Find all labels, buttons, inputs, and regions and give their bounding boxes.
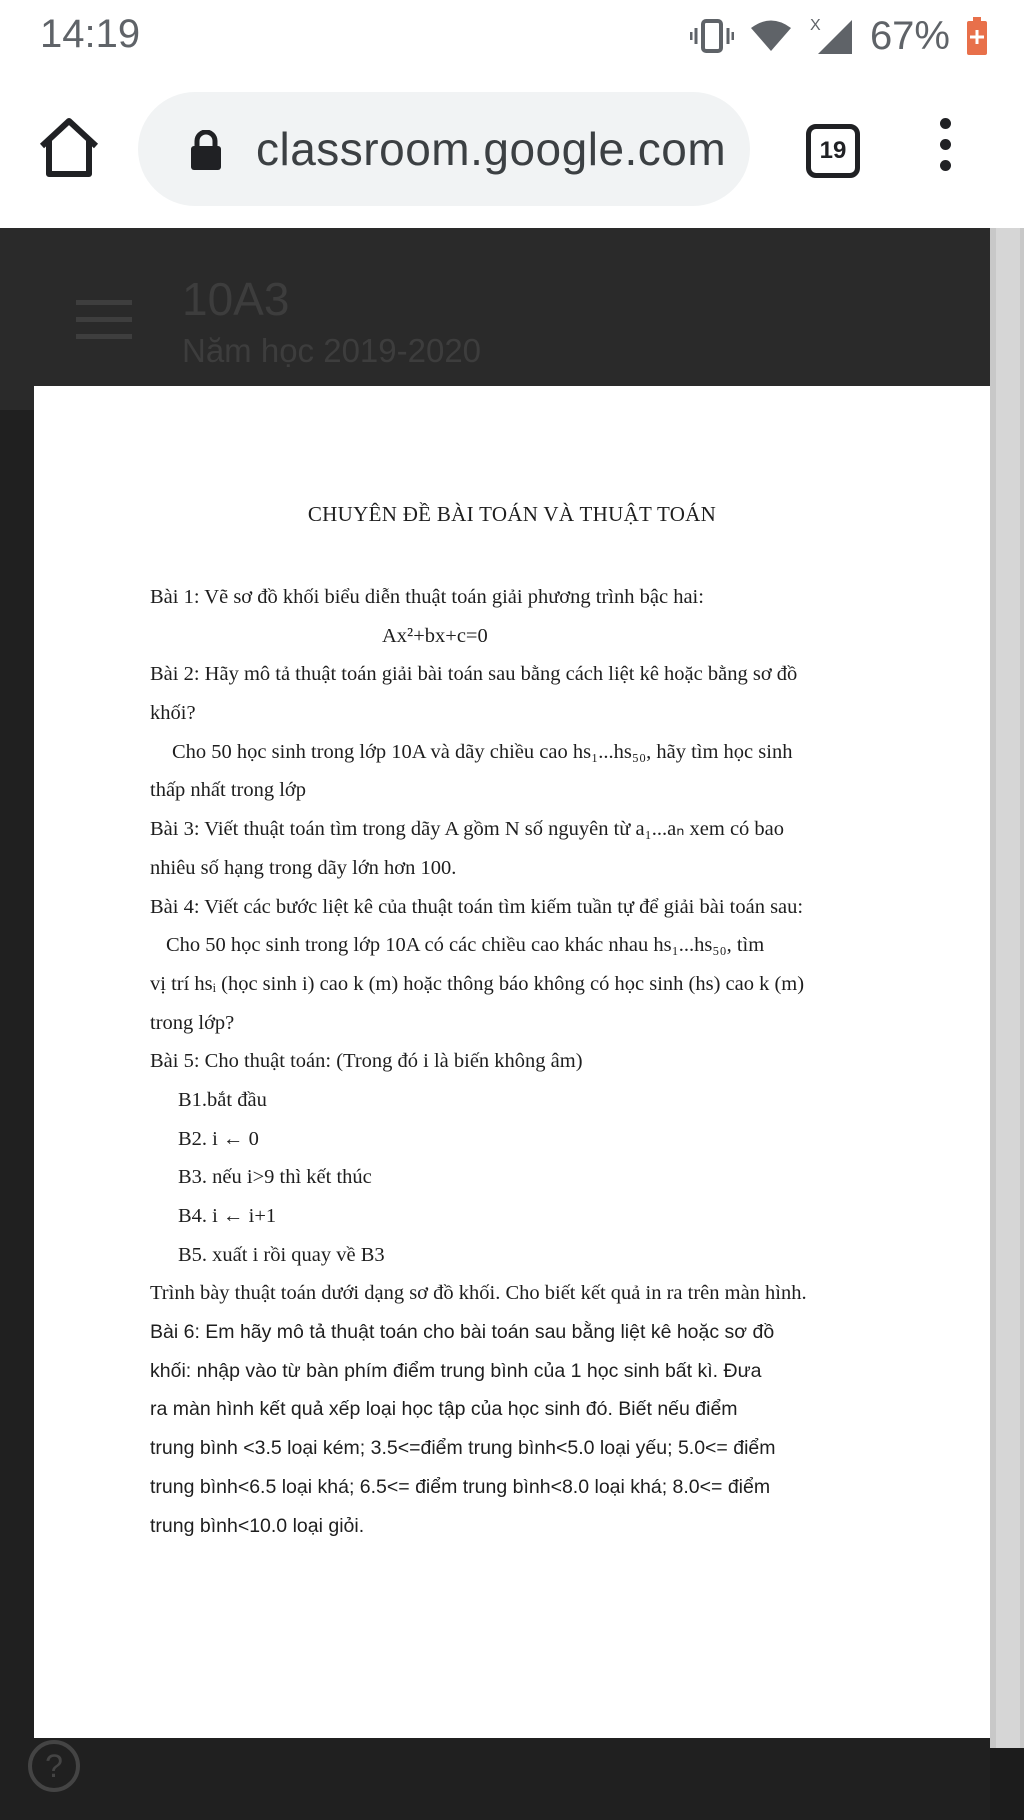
svg-text:X: X: [809, 17, 821, 34]
doc-line: B1.bắt đầu: [178, 1088, 267, 1111]
doc-line: trung bình <3.5 loại kém; 3.5<=điểm trung bình<5.0 loại yếu; 5.0<= điểm: [150, 1437, 776, 1460]
menu-icon[interactable]: [76, 300, 132, 340]
help-icon[interactable]: ?: [28, 1740, 80, 1792]
doc-line: B4. i ← i+1: [178, 1205, 277, 1227]
doc-line: trung bình<10.0 loại giỏi.: [150, 1514, 365, 1537]
doc-line: trong lớp?: [150, 1011, 235, 1034]
doc-line: thấp nhất trong lớp: [150, 779, 307, 802]
app-header: [0, 228, 990, 410]
lock-icon: [188, 130, 224, 170]
address-bar[interactable]: [138, 92, 750, 206]
status-time: 14:19: [40, 12, 141, 56]
scrollbar[interactable]: [990, 228, 1024, 1748]
doc-line: khối: nhập vào từ bàn phím điểm trung bình của 1 học sinh bất kì. Đưa: [150, 1359, 762, 1382]
document-preview: [34, 386, 990, 1738]
doc-line: khối?: [150, 702, 196, 725]
home-icon[interactable]: [36, 114, 102, 180]
doc-line: Bài 4: Viết các bước liệt kê của thuật toán tìm kiếm tuần tự để giải bài toán sau:: [150, 895, 804, 918]
doc-line: Cho 50 học sinh trong lớp 10A và dãy chiều cao hs₁...hs₅₀, hãy tìm học sinh: [172, 740, 793, 763]
battery-icon: [966, 16, 988, 56]
doc-line: B5. xuất i rồi quay về B3: [178, 1243, 385, 1266]
doc-line: trung bình<6.5 loại khá; 6.5<= điểm trung bình<8.0 loại khá; 8.0<= điểm: [150, 1475, 771, 1498]
doc-line: Bài 3: Viết thuật toán tìm trong dãy A gồm N số nguyên từ a₁...aₙ xem có bao: [150, 818, 785, 841]
status-bar: [0, 0, 1024, 72]
doc-line: Bài 6: Em hãy mô tả thuật toán cho bài toán sau bằng liệt kê hoặc sơ đồ: [150, 1321, 775, 1344]
doc-line: nhiêu số hạng trong dãy lớn hơn 100.: [150, 856, 457, 879]
document-body: [150, 578, 910, 1545]
class-title: 10A3: [182, 273, 290, 325]
document-title: CHUYÊN ĐỀ BÀI TOÁN VÀ THUẬT TOÁN: [307, 502, 717, 526]
doc-line: Bài 5: Cho thuật toán: (Trong đó i là biến không âm): [150, 1050, 583, 1073]
browser-toolbar: [0, 72, 1024, 228]
class-subtitle: Năm học 2019-2020: [182, 332, 482, 369]
doc-line: vị trí hsᵢ (học sinh i) cao k (m) hoặc thông báo không có học sinh (hs) cao k (m): [150, 972, 805, 995]
signal-icon: [808, 16, 854, 56]
tab-switcher-button[interactable]: 19: [806, 124, 860, 178]
doc-line: ra màn hình kết quả xếp loại học tập của học sinh đó. Biết nếu điểm: [150, 1398, 738, 1421]
wifi-icon: [750, 19, 792, 53]
doc-line: Ax²+bx+c=0: [382, 624, 488, 647]
doc-line: Trình bày thuật toán dưới dạng sơ đồ khối. Cho biết kết quả in ra trên màn hình.: [150, 1282, 807, 1305]
vibrate-icon: [690, 18, 734, 54]
doc-line: Bài 2: Hãy mô tả thuật toán giải bài toán sau bằng cách liệt kê hoặc bằng sơ đồ: [150, 663, 798, 686]
doc-line: Cho 50 học sinh trong lớp 10A có các chiều cao khác nhau hs₁...hs₅₀, tìm: [166, 934, 765, 957]
more-menu-icon[interactable]: [930, 118, 960, 178]
status-icons: [690, 10, 988, 62]
doc-line: Bài 1: Vẽ sơ đồ khối biểu diễn thuật toán giải phương trình bậc hai:: [150, 586, 704, 608]
battery-percent: 67%: [869, 13, 950, 58]
doc-line: B2. i ← 0: [178, 1127, 259, 1150]
url-text[interactable]: classroom.google.com: [256, 123, 727, 175]
doc-line: B3. nếu i>9 thì kết thúc: [178, 1166, 372, 1189]
